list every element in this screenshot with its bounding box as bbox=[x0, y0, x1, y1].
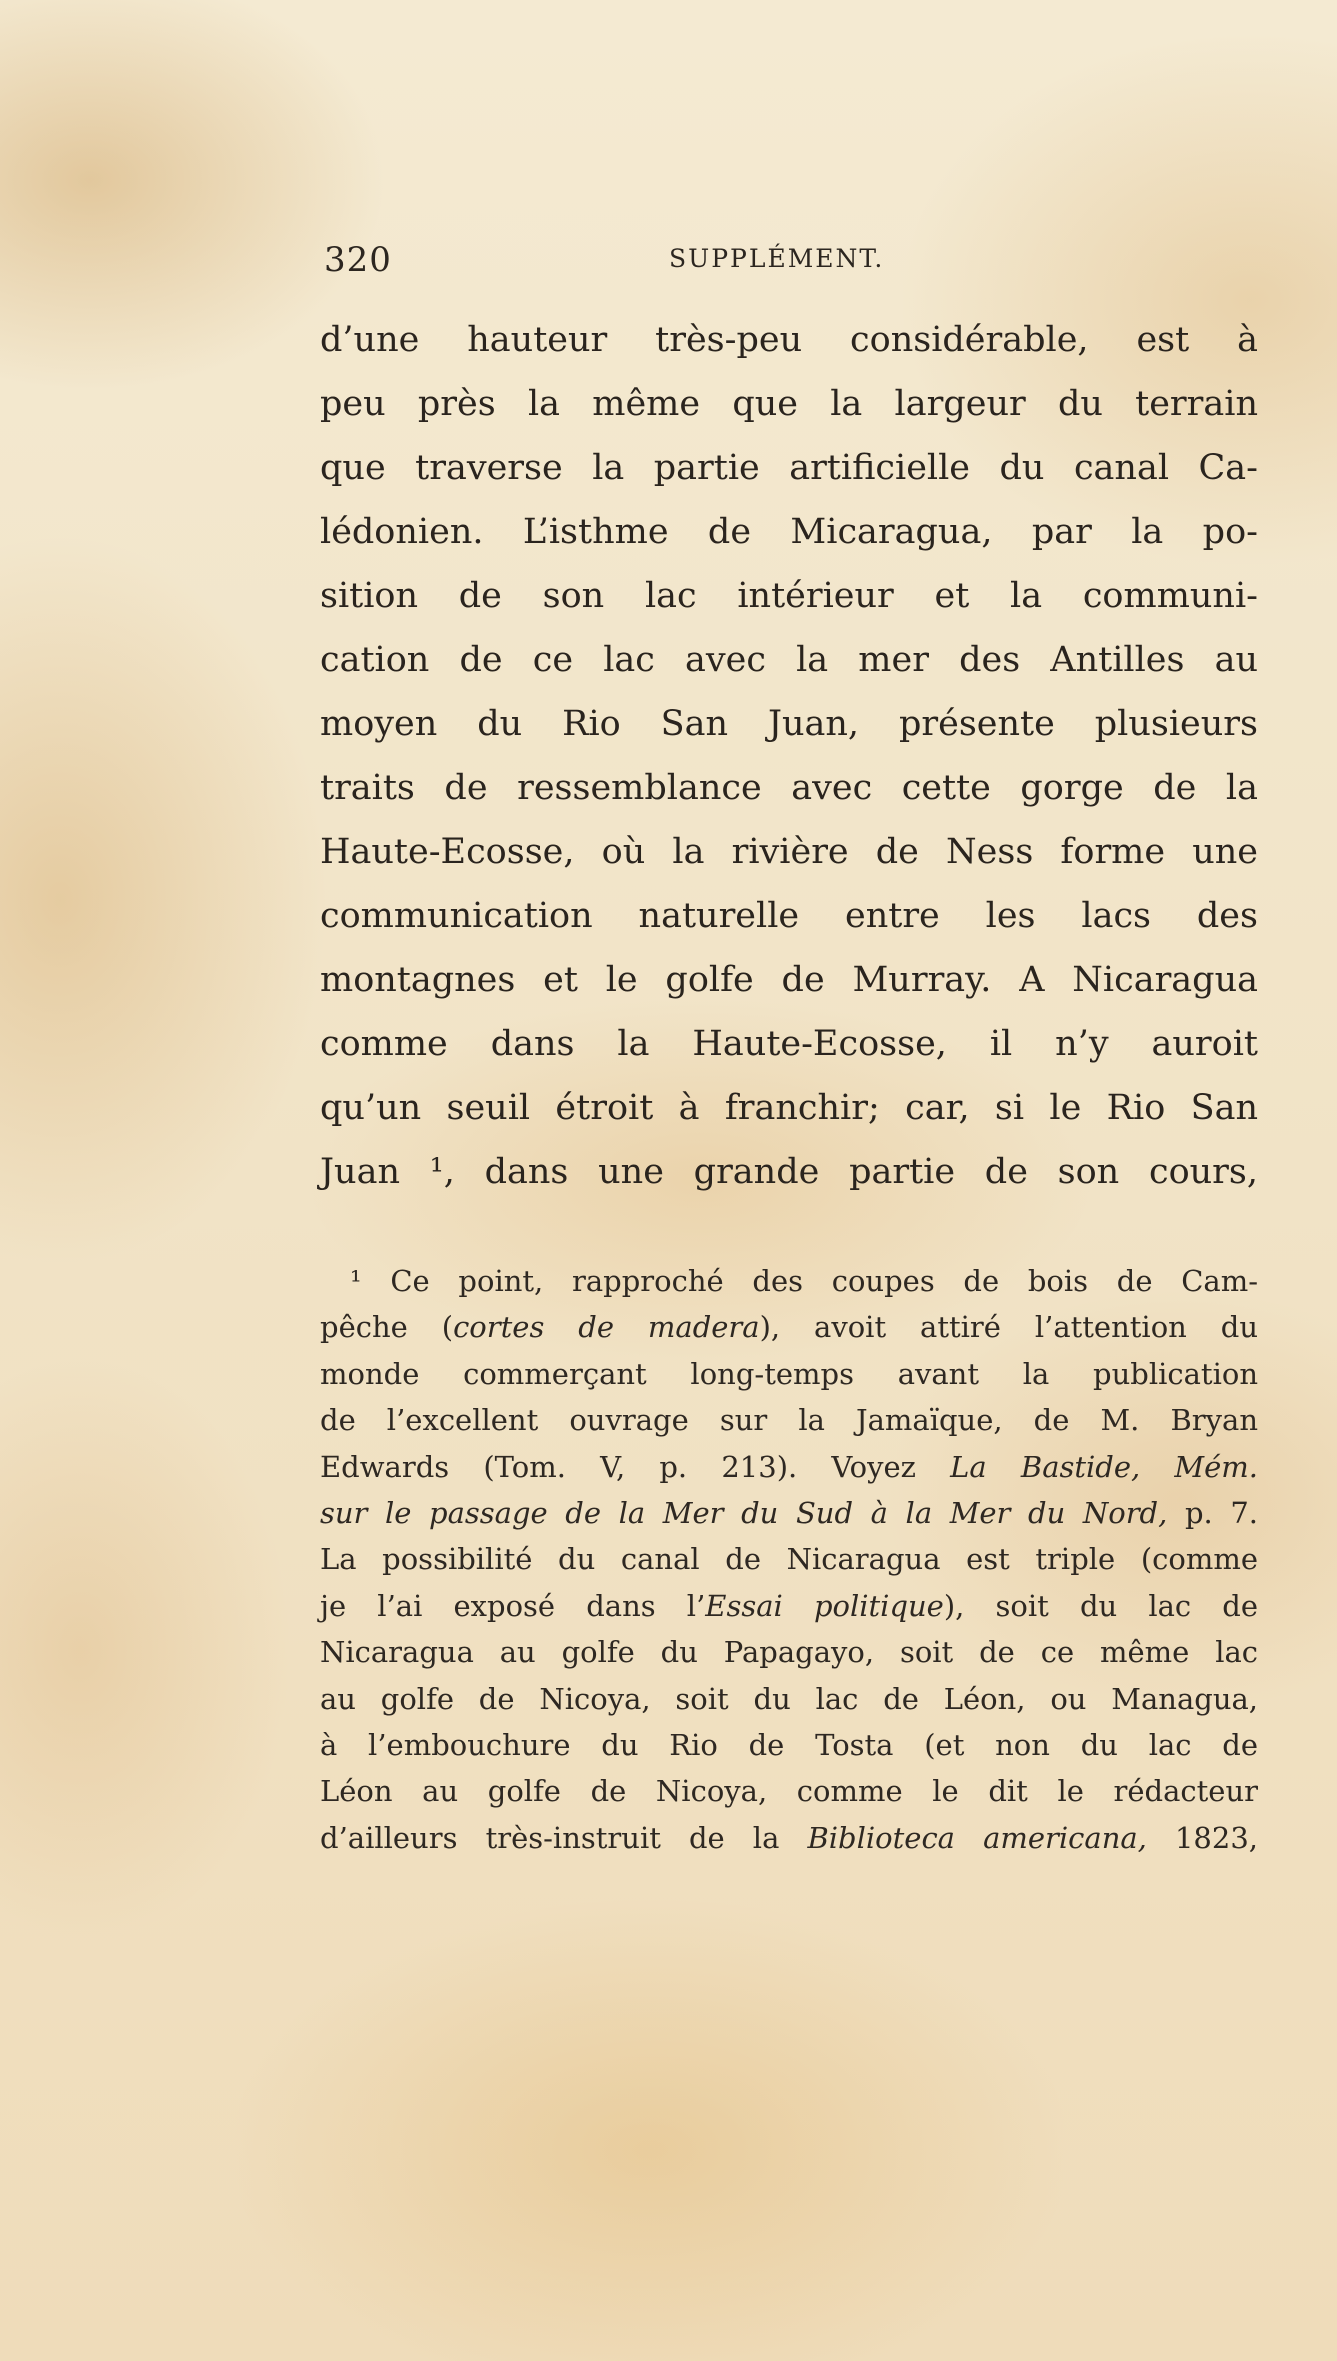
footnote-line bbox=[320, 1397, 1258, 1443]
footnote-text: monde commerçant long-temps avant la publication bbox=[320, 1356, 1258, 1391]
text-line: montagnes et le golfe de Murray. A Nicaragua bbox=[320, 960, 1258, 1000]
footnote-text: de l’excellent ouvrage sur la Jamaïque, de M. Bryan bbox=[320, 1403, 1258, 1438]
text-line: communication naturelle entre les lacs des bbox=[320, 896, 1258, 936]
text-line: cation de ce lac avec la mer des Antilles au bbox=[320, 640, 1258, 680]
footnote-text: pêche ( bbox=[320, 1310, 454, 1345]
footnote-text: d’ailleurs très-instruit de la bbox=[320, 1820, 808, 1855]
footnote-italic-text: La Bastide, Mém. bbox=[950, 1449, 1258, 1484]
footnote-line bbox=[320, 1768, 1258, 1814]
footnote-text: Léon au golfe de Nicoya, comme le dit le rédacteur bbox=[320, 1774, 1258, 1809]
footnote-text: 1823, bbox=[1146, 1820, 1258, 1855]
text-line: peu près la même que la largeur du terrain bbox=[320, 384, 1258, 424]
footnote-italic-text: sur le passage de la Mer du Sud à la Mer du Nord, bbox=[320, 1495, 1168, 1530]
footnote-text: je l’ai exposé dans l’ bbox=[320, 1588, 706, 1623]
text-line: que traverse la partie artificielle du canal Ca- bbox=[320, 448, 1258, 488]
text-line: qu’un seuil étroit à franchir; car, si le Rio San bbox=[320, 1088, 1258, 1128]
footnote-line bbox=[320, 1815, 1258, 1861]
running-head bbox=[324, 240, 1216, 284]
footnote-italic-text: Biblioteca americana, bbox=[807, 1820, 1147, 1855]
footnote-text: à l’embouchure du Rio de Tosta (et non du lac de bbox=[320, 1727, 1258, 1762]
footnote-text: Nicaragua au golfe du Papagayo, soit de ce même lac bbox=[320, 1635, 1258, 1670]
footnote-line bbox=[320, 1351, 1258, 1397]
running-head-title: SUPPLÉMENT. bbox=[669, 244, 885, 273]
footnote-line bbox=[320, 1304, 1258, 1350]
text-line: sition de son lac intérieur et la communi- bbox=[320, 576, 1258, 616]
footnote-text: La possibilité du canal de Nicaragua est triple (comme bbox=[320, 1542, 1258, 1577]
footnote-line bbox=[320, 1490, 1258, 1536]
footnote-text: ¹ Ce point, rapproché des coupes de bois de Cam- bbox=[350, 1264, 1258, 1298]
footnote-text: ), avoit attiré l’attention du bbox=[759, 1310, 1259, 1345]
text-line: traits de ressemblance avec cette gorge de la bbox=[320, 768, 1258, 808]
text-line: Juan ¹, dans une grande partie de son cours, bbox=[320, 1152, 1258, 1192]
footnote-text: Edwards (Tom. V, p. 213). Voyez bbox=[320, 1449, 951, 1484]
footnote-line bbox=[320, 1258, 1258, 1304]
footnote-text: ), soit du lac de bbox=[943, 1588, 1259, 1623]
footnote-line bbox=[320, 1676, 1258, 1722]
text-line: Haute-Ecosse, où la rivière de Ness forme une bbox=[320, 832, 1258, 872]
footnote-text: au golfe de Nicoya, soit du lac de Léon, ou Managua, bbox=[320, 1681, 1258, 1716]
footnote-line bbox=[320, 1629, 1258, 1675]
footnote-italic-text: Essai politique bbox=[705, 1588, 944, 1623]
footnote-line bbox=[320, 1444, 1258, 1490]
text-line: moyen du Rio San Juan, présente plusieurs bbox=[320, 704, 1258, 744]
footnote-italic-text: cortes de madera bbox=[453, 1310, 760, 1345]
page-number: 320 bbox=[324, 240, 392, 280]
text-line: d’une hauteur très-peu considérable, est à bbox=[320, 320, 1258, 360]
main-text bbox=[320, 308, 1258, 1204]
footnote-text: p. 7. bbox=[1167, 1495, 1259, 1530]
footnote-line bbox=[320, 1722, 1258, 1768]
footnote-line bbox=[320, 1583, 1258, 1629]
text-line: lédonien. L’isthme de Micaragua, par la po- bbox=[320, 512, 1258, 552]
text-line: comme dans la Haute-Ecosse, il n’y auroit bbox=[320, 1024, 1258, 1064]
footnote bbox=[320, 1258, 1258, 1861]
footnote-line bbox=[320, 1536, 1258, 1582]
